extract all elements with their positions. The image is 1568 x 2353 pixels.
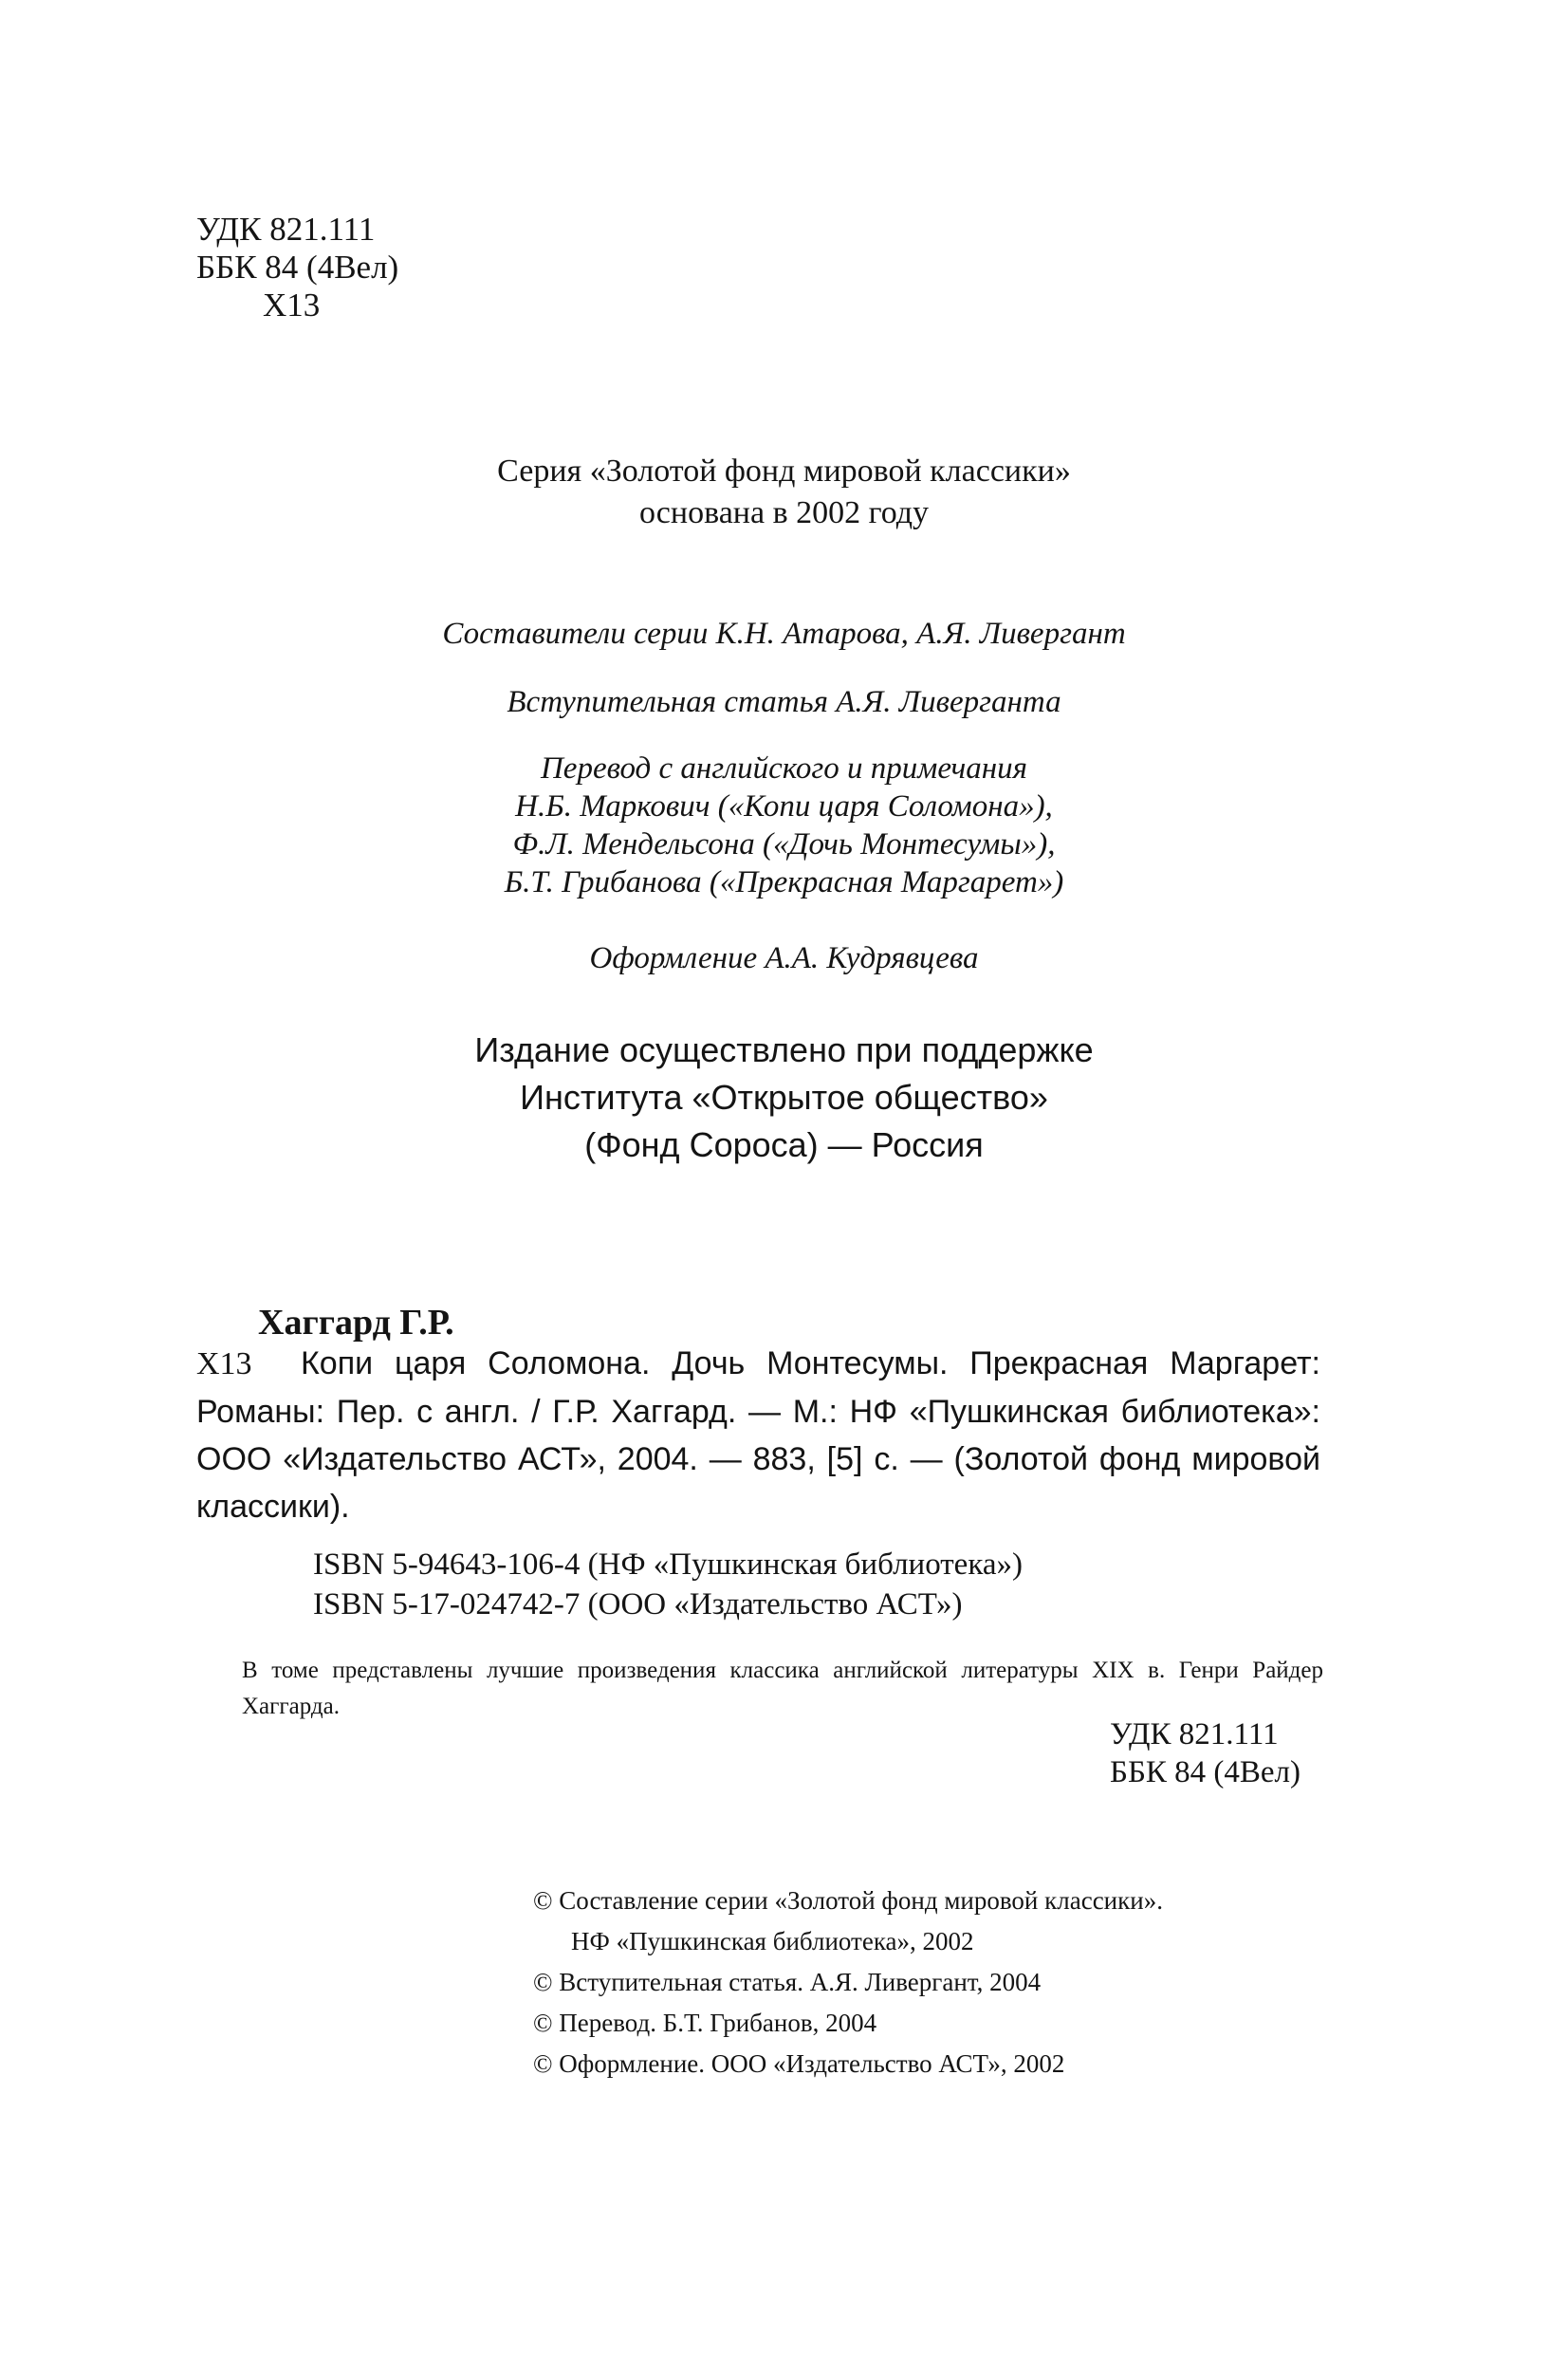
support-line-2: Института «Открытое общество» bbox=[520, 1078, 1048, 1117]
udk-block-top bbox=[196, 211, 398, 324]
translation-heading: Перевод с английского и примечания bbox=[540, 751, 1028, 786]
bbk-code-bottom: ББК 84 (4Вел) bbox=[1110, 1755, 1301, 1789]
bibliographic-description bbox=[196, 1340, 1320, 1530]
support-line-1: Издание осуществлено при поддержке bbox=[474, 1030, 1094, 1069]
copyright-notices bbox=[533, 1881, 1387, 2084]
copyright-series-holder: НФ «Пушкинская библиотека», 2002 bbox=[571, 1927, 974, 1955]
support-notice bbox=[0, 1027, 1568, 1169]
translator-mendelson: Ф.Л. Мендельсона («Дочь Монтесумы»), bbox=[512, 827, 1056, 862]
copyright-introduction: © Вступительная статья. А.Я. Ливергант, 2004 bbox=[533, 1968, 1042, 1996]
series-founded: основана в 2002 году bbox=[638, 495, 930, 530]
bbk-code: ББК 84 (4Вел) bbox=[196, 249, 399, 286]
bibliographic-text: Копи царя Соломона. Дочь Монтесумы. Прекрасная Маргарет: Романы: Пер. с англ. / Г.Р. Хаггард. — М.: НФ «Пушкинская библиотека»: ООО «Издательство АСТ», 2004. — 883, [5] с. — (Золотой фонд мировой классики). bbox=[196, 1345, 1320, 1525]
bibliographic-author: Хаггард Г.Р. bbox=[258, 1303, 454, 1343]
copyright-design: © Оформление. ООО «Издательство АСТ», 2002 bbox=[533, 2049, 1065, 2078]
design-credit: Оформление А.А. Кудрявцева bbox=[589, 941, 979, 975]
bibliographic-code: Х13 bbox=[196, 1346, 252, 1381]
translator-markovich: Н.Б. Маркович («Копи царя Соломона»), bbox=[515, 789, 1053, 824]
udk-code: УДК 821.111 bbox=[196, 211, 376, 248]
isbn-pushkin-library: ISBN 5-94643-106-4 (НФ «Пушкинская библиотека») bbox=[313, 1547, 1023, 1582]
author-mark: Х13 bbox=[263, 287, 321, 324]
support-line-3: (Фонд Сороса) — Россия bbox=[584, 1125, 984, 1164]
translator-gribanov: Б.Т. Грибанова («Прекрасная Маргарет») bbox=[504, 865, 1064, 899]
introduction-credit: Вступительная статья А.Я. Ливерганта bbox=[507, 685, 1061, 719]
isbn-ast: ISBN 5-17-024742-7 (ООО «Издательство АСТ») bbox=[313, 1587, 963, 1621]
translation-credits bbox=[0, 750, 1568, 901]
series-compilers: Составители серии К.Н. Атарова, А.Я. Ливергант bbox=[442, 617, 1126, 651]
series-title: Серия «Золотой фонд мировой классики» bbox=[497, 454, 1071, 489]
copyright-translation: © Перевод. Б.Т. Грибанов, 2004 bbox=[533, 2009, 877, 2037]
udk-block-bottom bbox=[1110, 1715, 1301, 1791]
udk-code-bottom: УДК 821.111 bbox=[1110, 1717, 1279, 1751]
annotation: В томе представлены лучшие произведения классика английской литературы XIX в. Генри Райдер Хаггарда. bbox=[242, 1658, 1323, 1719]
copyright-series: © Составление серии «Золотой фонд мировой классики». bbox=[533, 1886, 1163, 1915]
series-info bbox=[0, 451, 1568, 534]
